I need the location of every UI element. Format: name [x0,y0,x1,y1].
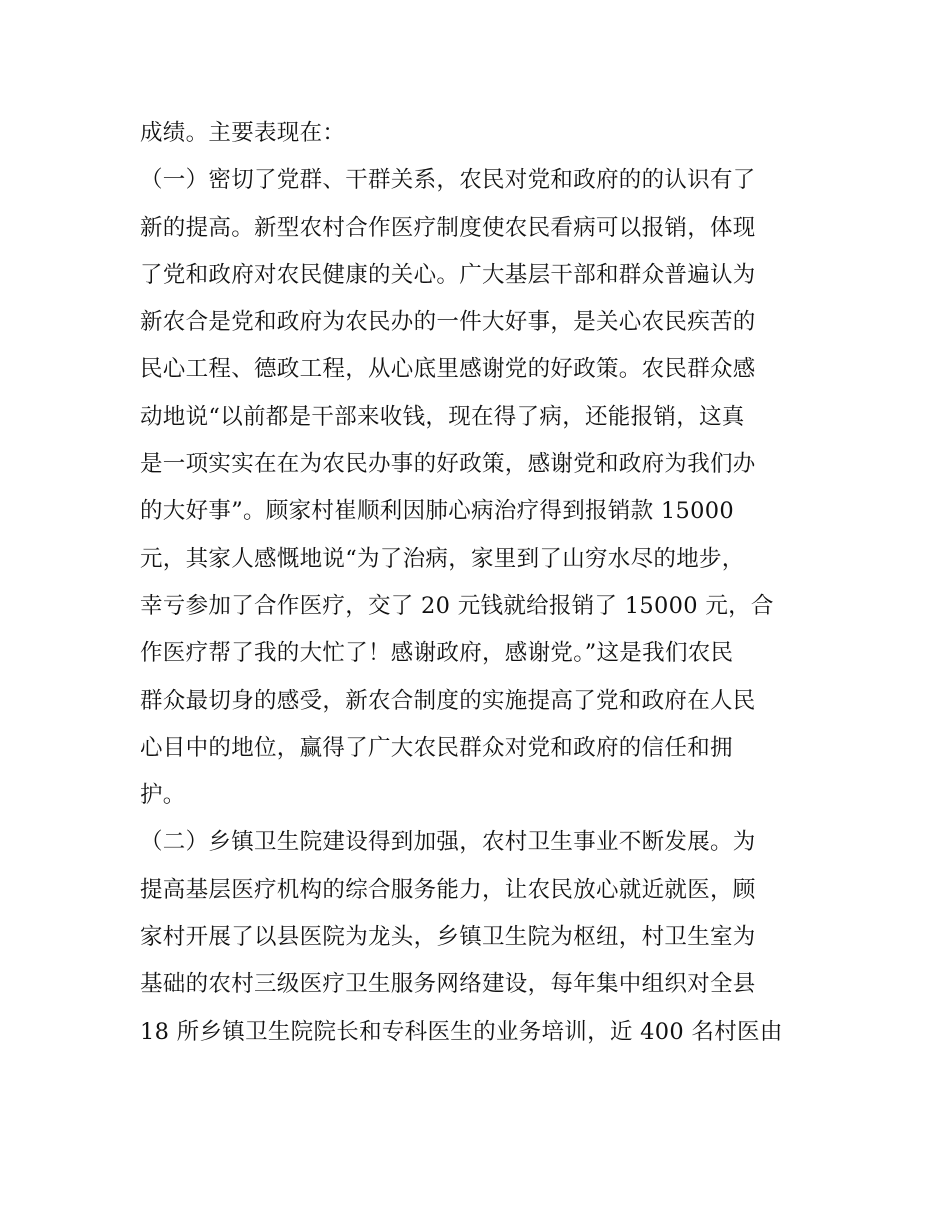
text-line: 的大好事”。顾家村崔顺利因肺心病治疗得到报销款 15000 [140,498,734,525]
text-line: 家村开展了以县医院为龙头，乡镇卫生院为枢纽，村卫生室为 [140,924,756,951]
text-line: 幸亏参加了合作医疗，交了 20 元钱就给报销了 15000 元，合 [140,592,774,619]
text-line: 基础的农村三级医疗卫生服务网络建设，每年集中组织对全县 [140,971,756,998]
text-line: （一）密切了党群、干群关系，农民对党和政府的的认识有了 [140,167,756,194]
text-line: 成绩。主要表现在： [140,120,346,146]
text-line: 新的提高。新型农村合作医疗制度使农民看病可以报销，体现 [140,214,756,241]
text-line: 18 所乡镇卫生院院长和专科医生的业务培训，近 400 名村医由 [140,1018,783,1045]
text-line: 了党和政府对农民健康的关心。广大基层干部和群众普遍认为 [140,261,756,288]
text-line: （二）乡镇卫生院建设得到加强，农村卫生事业不断发展。为 [140,829,756,856]
text-line: 群众最切身的感受，新农合制度的实施提高了党和政府在人民 [140,687,756,714]
text-line: 动地说“以前都是干部来收钱，现在得了病，还能报销，这真 [140,403,745,430]
text-line: 心目中的地位，赢得了广大农民群众对党和政府的信任和拥 [140,734,733,761]
text-line: 提高基层医疗机构的综合服务能力，让农民放心就近就医，顾 [140,876,756,903]
text-line: 作医疗帮了我的大忙了！感谢政府，感谢党。”这是我们农民 [140,640,734,667]
text-line: 民心工程、德政工程，从心底里感谢党的好政策。农民群众感 [140,356,756,383]
text-line: 新农合是党和政府为农民办的一件大好事，是关心农民疾苦的 [140,309,756,336]
text-line: 护。 [140,782,186,809]
text-line: 元，其家人感慨地说“为了治病，家里到了山穷水尽的地步， [140,545,745,572]
text-line: 是一项实实在在为农民办事的好政策，感谢党和政府为我们办 [140,451,756,478]
body-text [140,110,820,1056]
